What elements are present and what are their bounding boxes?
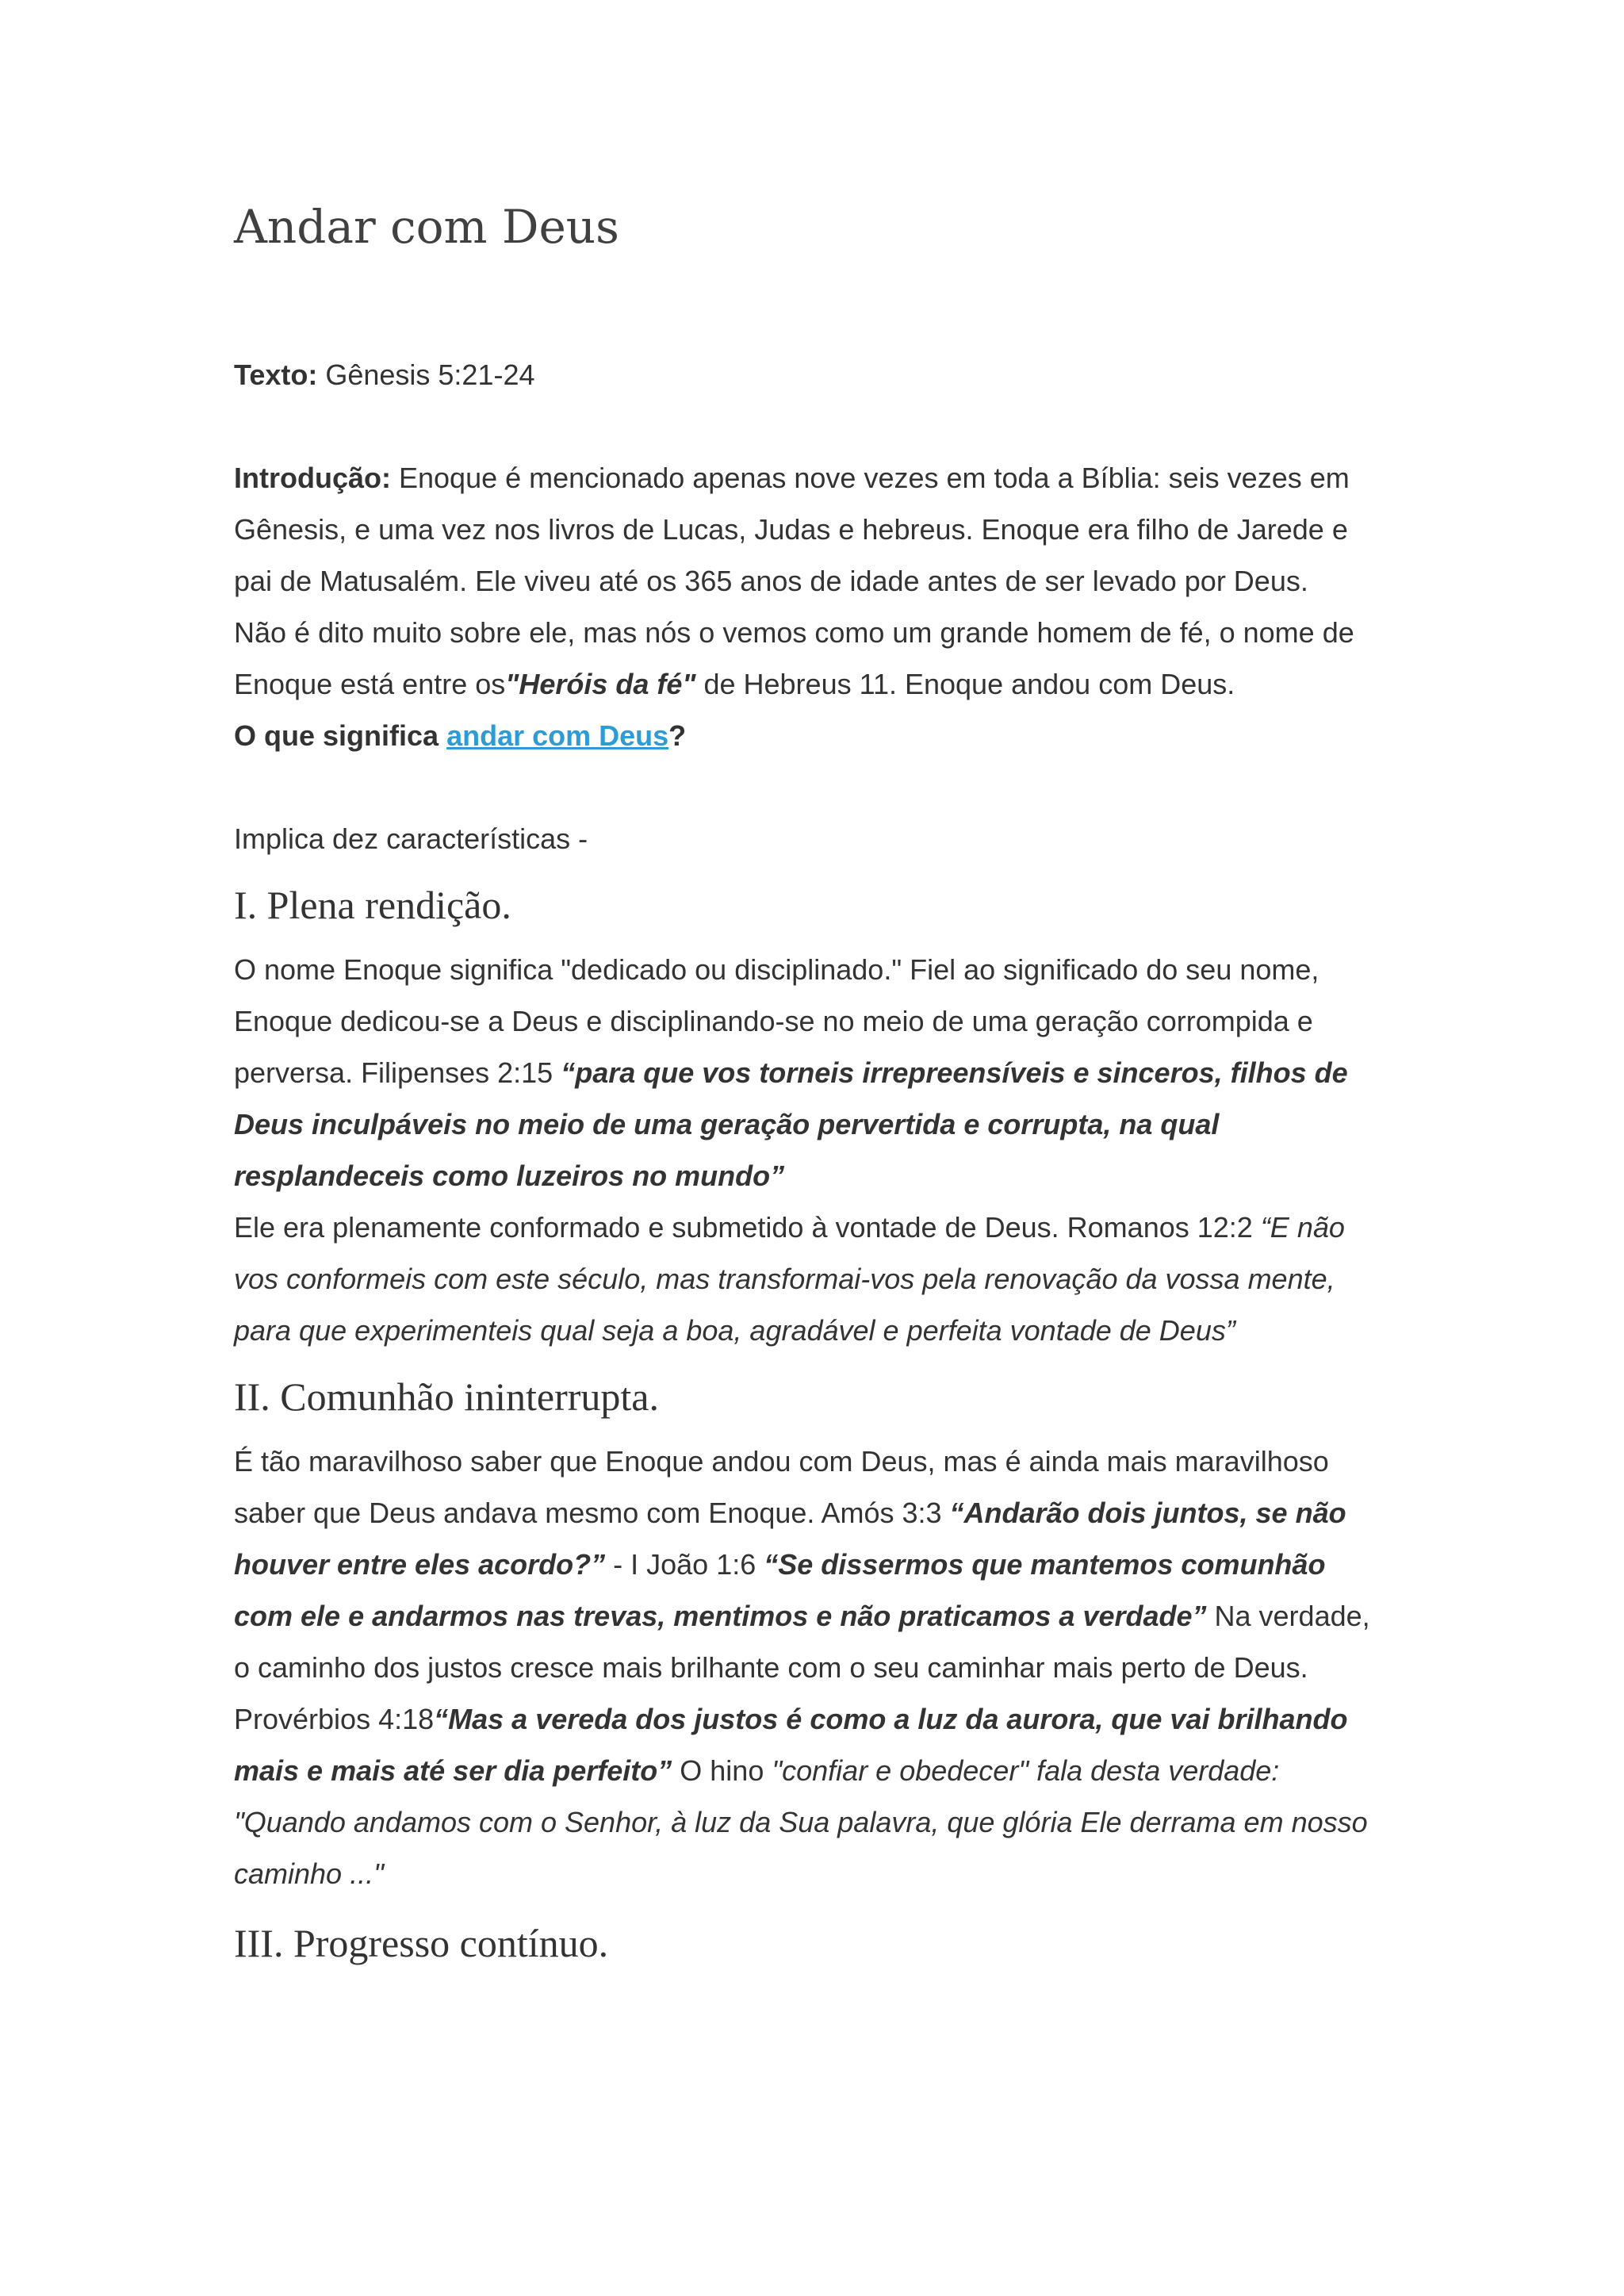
andar-com-deus-link[interactable]: andar com Deus [446, 719, 669, 752]
body-line: - I João 1:6 [605, 1548, 764, 1581]
question-mark: ? [668, 719, 687, 752]
body-line: saber que Deus andava mesmo com Enoque. Amós 3:3 [234, 1497, 950, 1529]
body-line: É tão maravilhoso saber que Enoque andou com Deus, mas é ainda mais maravilhoso [234, 1445, 1329, 1478]
body-line: O hino [672, 1754, 772, 1787]
hino-quote: caminho ..." [234, 1857, 384, 1890]
body-line: Enoque dedicou-se a Deus e disciplinando-se no meio de uma geração corrompida e [234, 1005, 1313, 1037]
intro-paragraph [234, 452, 1408, 761]
proverbios-quote: mais e mais até ser dia perfeito” [234, 1754, 672, 1787]
romanos-quote: vos conformeis com este século, mas transformai-vos pela renovação da vossa mente, [234, 1263, 1335, 1295]
body-line: o caminho dos justos cresce mais brilhante com o seu caminhar mais perto de Deus. [234, 1651, 1308, 1684]
amos-quote: “Andarão dois juntos, se não [949, 1497, 1346, 1529]
texto-label: Texto: [234, 358, 318, 391]
body-line: O nome Enoque significa "dedicado ou disciplinado." Fiel ao significado do seu nome, [234, 953, 1320, 986]
intro-line: Gênesis, e uma vez nos livros de Lucas, Judas e hebreus. Enoque era filho de Jarede e [234, 513, 1348, 546]
body-line: Ele era plenamente conformado e submetido à vontade de Deus. Romanos 12:2 [234, 1211, 1261, 1244]
intro-label: Introdução: [234, 462, 391, 494]
question-text: O que significa [234, 719, 447, 752]
section-heading-1: I. Plena rendição. [234, 883, 511, 927]
intro-line: Não é dito muito sobre ele, mas nós o vemos como um grande homem de fé, o nome de [234, 616, 1354, 649]
texto-value: Gênesis 5:21-24 [317, 358, 535, 391]
romanos-quote: “E não [1260, 1211, 1345, 1244]
romanos-quote: para que experimenteis qual seja a boa, agradável e perfeita vontade de Deus” [234, 1314, 1235, 1347]
intro-line: Enoque é mencionado apenas nove vezes em toda a Bíblia: seis vezes em [390, 462, 1350, 494]
implica-text: Implica dez características - [234, 822, 588, 855]
body-line: Na verdade, [1206, 1600, 1370, 1632]
body-line: Provérbios 4:18 [234, 1703, 435, 1735]
section-heading-2: II. Comunhão ininterrupta. [234, 1374, 659, 1419]
hino-text: "confiar e obedecer" fala desta verdade: [772, 1754, 1280, 1787]
filipenses-quote: resplandeceis como luzeiros no mundo” [234, 1159, 785, 1192]
intro-line: de Hebreus 11. Enoque andou com Deus. [695, 668, 1235, 700]
joao-quote: “Se dissermos que mantemos comunhão [764, 1548, 1326, 1581]
section-heading-3: III. Progresso contínuo. [234, 1921, 609, 1965]
filipenses-quote: Deus inculpáveis no meio de uma geração pervertida e corrupta, na qual [234, 1108, 1220, 1140]
section-1-body [234, 944, 1408, 1356]
joao-quote: com ele e andarmos nas trevas, mentimos e não praticamos a verdade” [234, 1600, 1207, 1632]
section-2-body [234, 1435, 1408, 1899]
document-content [234, 189, 1408, 1979]
proverbios-quote: “Mas a vereda dos justos é como a luz da aurora, que vai brilhando [434, 1703, 1348, 1735]
intro-line: Enoque está entre os [234, 668, 506, 700]
intro-line: pai de Matusalém. Ele viveu até os 365 anos de idade antes de ser levado por Deus. [234, 565, 1308, 597]
texto-line [234, 349, 1408, 401]
page-title: Andar com Deus [234, 200, 619, 254]
filipenses-quote: “para que vos torneis irrepreensíveis e sinceros, filhos de [561, 1056, 1348, 1089]
hino-quote: "Quando andamos com o Senhor, à luz da Sua palavra, que glória Ele derrama em nosso [234, 1806, 1368, 1838]
herois-quote: "Heróis da fé" [505, 668, 696, 700]
body-line: perversa. Filipenses 2:15 [234, 1056, 561, 1089]
amos-quote: houver entre eles acordo?” [234, 1548, 606, 1581]
